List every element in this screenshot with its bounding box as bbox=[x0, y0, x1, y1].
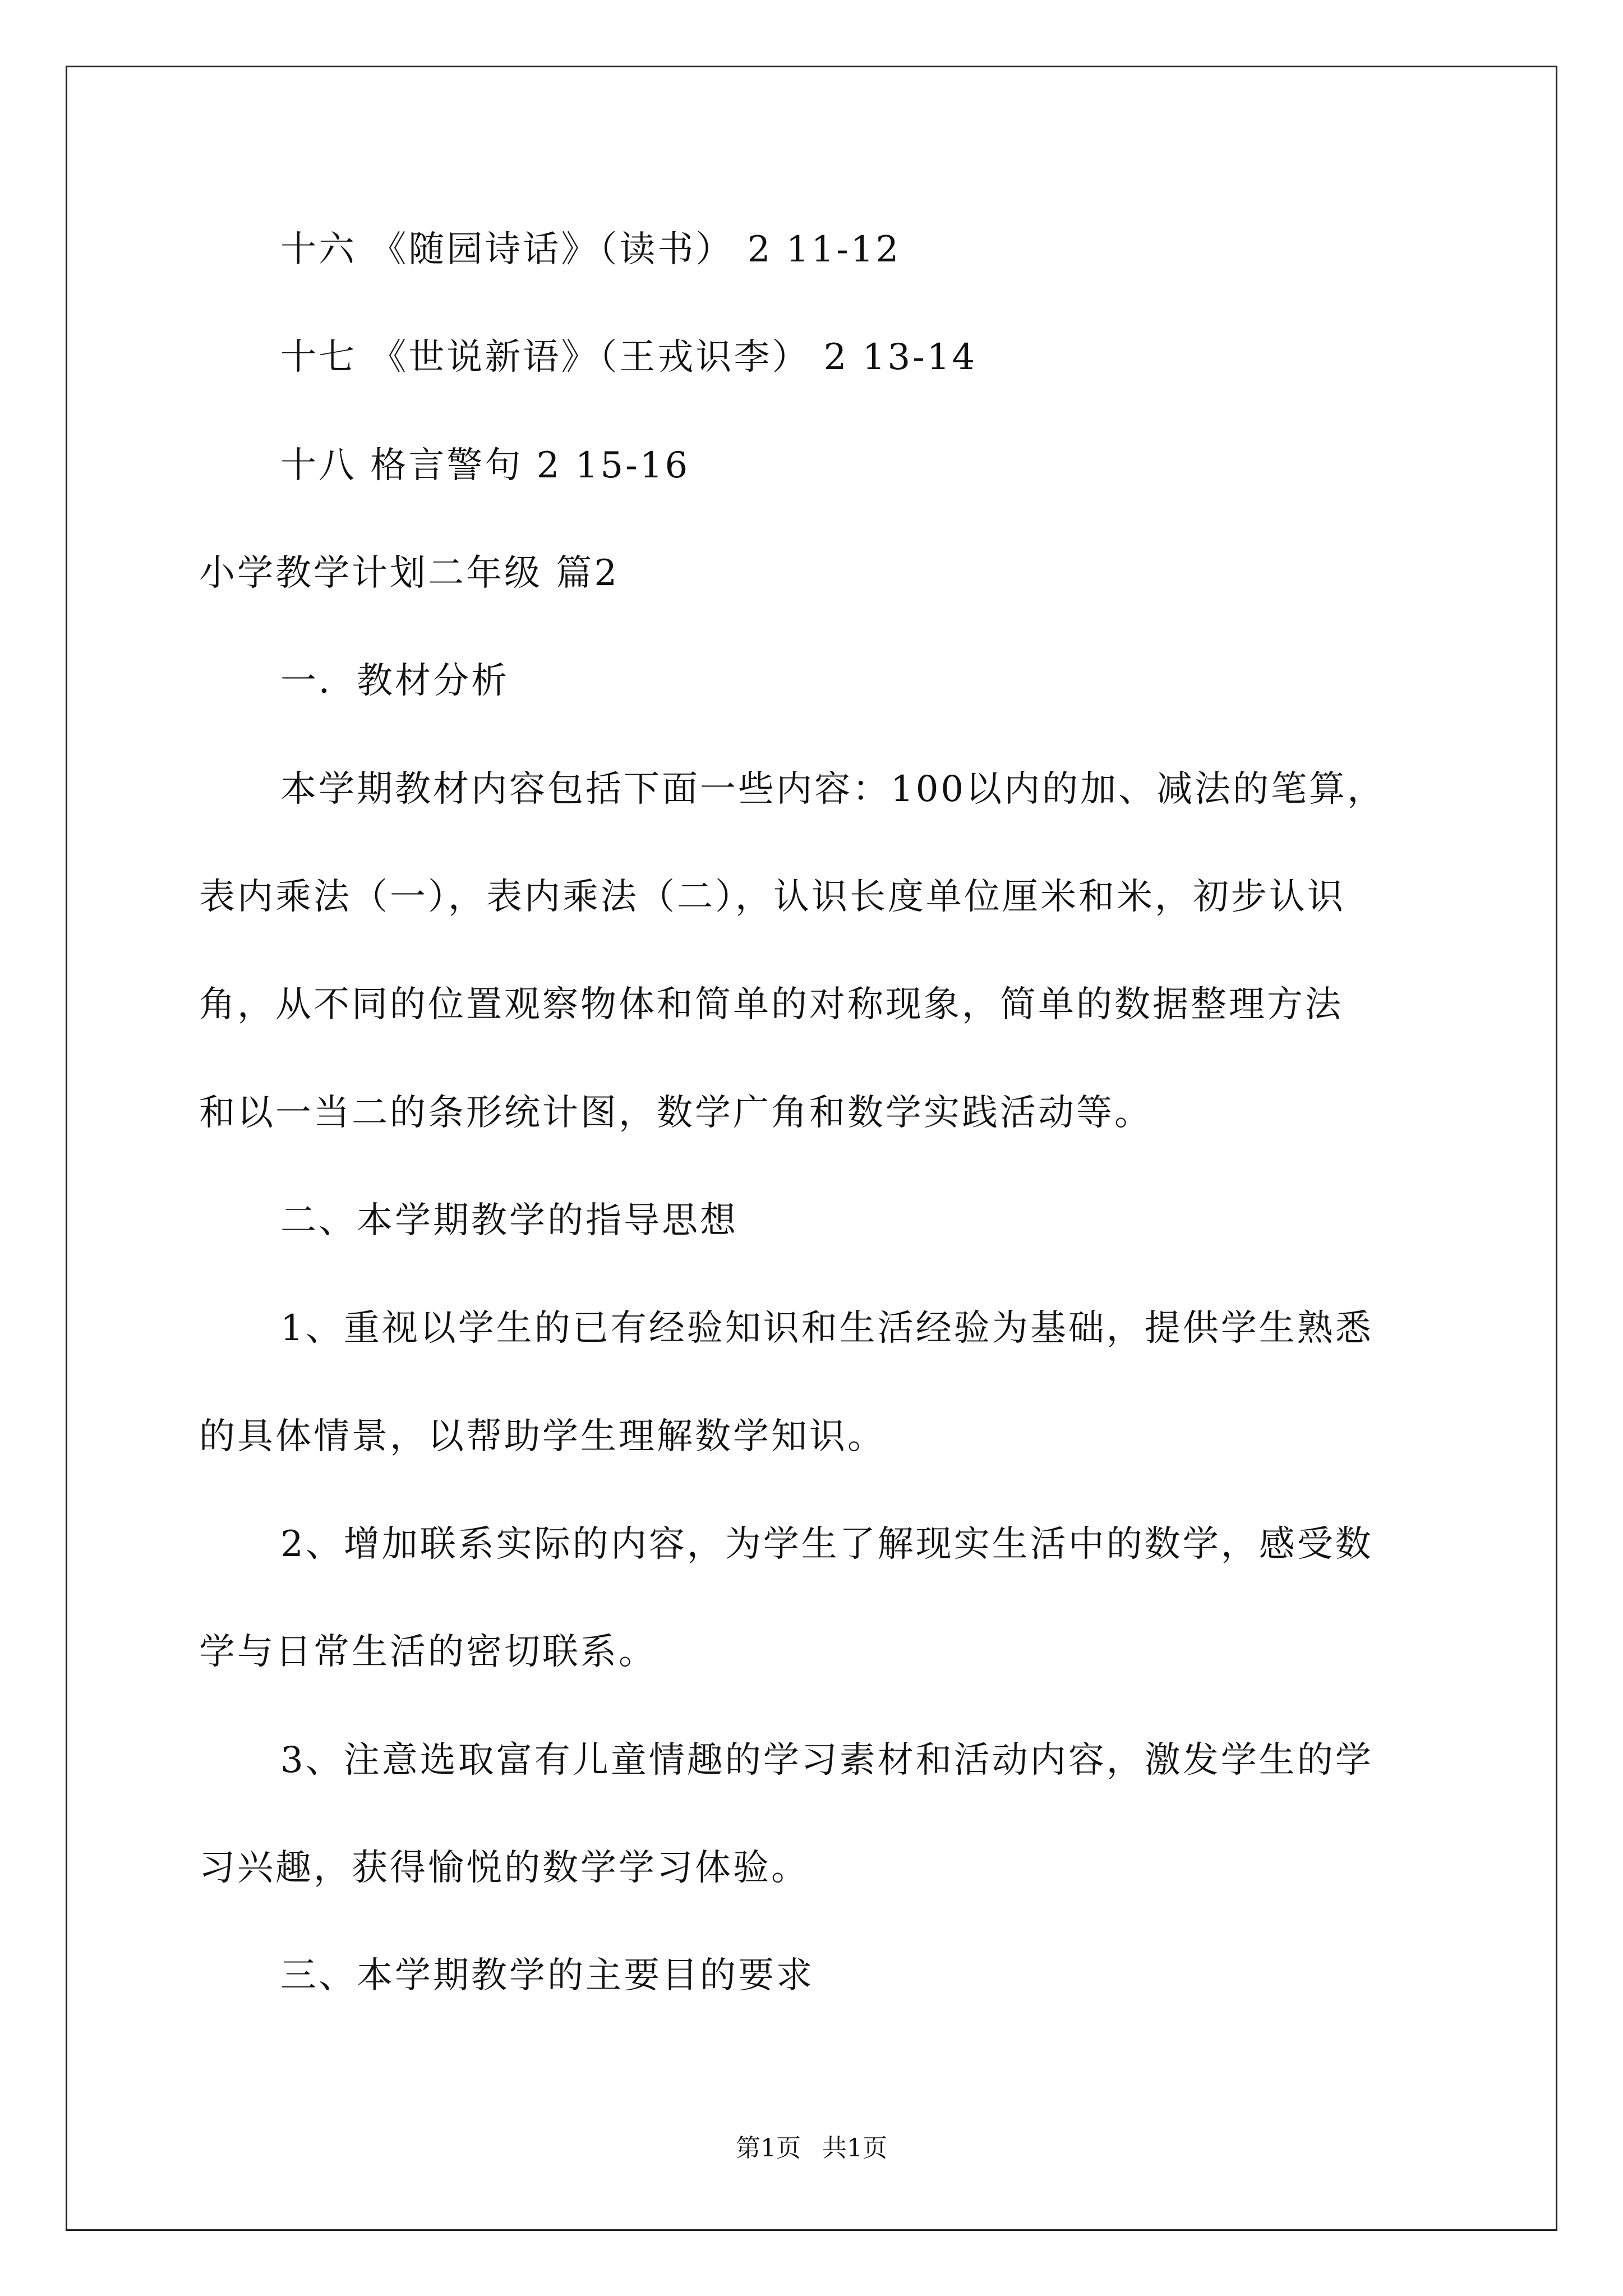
text-line: 十八 格言警句 2 15-16 bbox=[280, 445, 690, 486]
page-number: 第1页 bbox=[736, 2134, 801, 2162]
text-line: 表内乘法（一），表内乘法（二），认识长度单位厘米和米，初步认识 bbox=[199, 876, 1345, 918]
text-line: 习兴趣，获得愉悦的数学学习体验。 bbox=[199, 1847, 809, 1889]
text-line: 十六 《随园诗话》（读书） 2 11-12 bbox=[280, 229, 901, 270]
subheading: 一．教材分析 bbox=[280, 660, 509, 702]
text-line: 学与日常生活的密切联系。 bbox=[199, 1631, 657, 1673]
page-border bbox=[66, 66, 1557, 2231]
text-line: 1、重视以学生的已有经验知识和生活经验为基础，提供学生熟悉 bbox=[280, 1308, 1373, 1349]
text-line: 的具体情景，以帮助学生理解数学知识。 bbox=[199, 1416, 886, 1457]
text-line: 角，从不同的位置观察物体和简单的对称现象，简单的数据整理方法 bbox=[199, 984, 1343, 1025]
text-line: 3、注意选取富有儿童情趣的学习素材和活动内容，激发学生的学 bbox=[280, 1740, 1373, 1781]
text-line: 十七 《世说新语》（王戎识李） 2 13-14 bbox=[280, 337, 978, 378]
subheading: 三、本学期教学的主要目的要求 bbox=[280, 1955, 814, 1996]
section-heading: 小学教学计划二年级 篇2 bbox=[199, 553, 620, 594]
text-line: 本学期教材内容包括下面一些内容：100以内的加、减法的笔算， bbox=[280, 769, 1386, 810]
subheading: 二、本学期教学的指导思想 bbox=[280, 1200, 738, 1241]
text-line: 和以一当二的条形统计图，数学广角和数学实践活动等。 bbox=[199, 1092, 1152, 1134]
text-line: 2、增加联系实际的内容，为学生了解现实生活中的数学，感受数 bbox=[280, 1524, 1373, 1565]
page-footer bbox=[0, 2132, 1623, 2165]
page-total: 共1页 bbox=[822, 2134, 887, 2162]
